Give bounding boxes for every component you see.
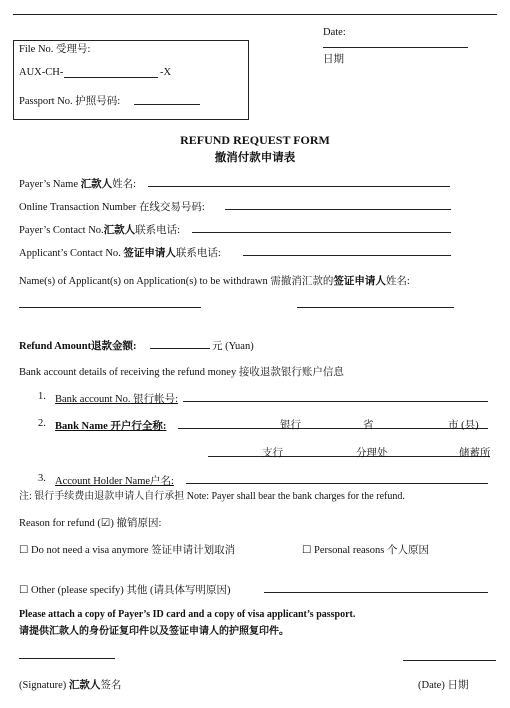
payer-name-cn: 姓名: bbox=[112, 179, 137, 190]
date-label: Date: bbox=[323, 27, 346, 38]
attach-note-en: Please attach a copy of Payer’s ID card and a copy of visa applicant’s passport. bbox=[19, 609, 356, 620]
reason-option-other[interactable]: ☐ Other (please specify) 其他 (请具体写明原因) bbox=[19, 585, 231, 596]
payer-contact-label bbox=[19, 222, 180, 237]
applicant-names-bold: 签证申请人 bbox=[333, 276, 386, 287]
applicant-contact-field[interactable] bbox=[243, 255, 451, 256]
branch-field[interactable] bbox=[208, 456, 490, 457]
city-cn-label: 市 (县) bbox=[448, 420, 479, 431]
applicant-contact-bold: 签证申请人 bbox=[123, 248, 176, 259]
date-field[interactable] bbox=[323, 47, 468, 48]
reason-label: Reason for refund (☑) 撤销原因: bbox=[19, 518, 162, 529]
branch-office-cn-label: 分理处 bbox=[356, 448, 388, 459]
payer-name-label bbox=[19, 176, 136, 191]
applicant-names-cn: 姓名: bbox=[385, 276, 410, 287]
footer-date-field[interactable] bbox=[403, 660, 496, 661]
province-cn-label: 省 bbox=[363, 420, 374, 431]
refund-amount-unit: 元 (Yuan) bbox=[212, 341, 254, 352]
bank-name-field[interactable] bbox=[178, 428, 488, 429]
reason-other-field[interactable] bbox=[264, 592, 488, 593]
item3-number: 3. bbox=[38, 473, 46, 484]
bank-account-field[interactable] bbox=[183, 401, 488, 402]
signature-cn: 签名 bbox=[100, 680, 122, 691]
form-title-cn: 撤消付款申请表 bbox=[214, 152, 296, 164]
passport-no-label: Passport No. 护照号码: bbox=[19, 96, 121, 107]
applicant-names-field-1[interactable] bbox=[19, 307, 201, 308]
signature-en: (Signature) bbox=[19, 680, 69, 691]
bank-account-label: Bank account No. 银行帐号: bbox=[55, 394, 179, 405]
aux-prefix: AUX-CH- bbox=[19, 67, 64, 78]
savings-cn-label: 储蓄所 bbox=[459, 448, 491, 459]
aux-suffix: -X bbox=[160, 67, 172, 78]
form-title-en: REFUND REQUEST FORM bbox=[180, 133, 330, 147]
account-holder-field[interactable] bbox=[186, 483, 488, 484]
branch-cn-label: 支行 bbox=[262, 448, 283, 459]
payer-name-field[interactable] bbox=[148, 186, 450, 187]
signature-bold: 汇款人 bbox=[68, 680, 101, 691]
item2-number: 2. bbox=[38, 418, 46, 429]
refund-amount-label: Refund Amount退款金额: bbox=[19, 341, 137, 352]
item1-number: 1. bbox=[38, 391, 46, 402]
applicant-contact-en: Applicant’s Contact No. bbox=[19, 248, 124, 259]
signature-field[interactable] bbox=[19, 658, 115, 659]
attach-note-cn: 请提供汇款人的身份证复印件以及签证申请人的护照复印件。 bbox=[19, 626, 289, 637]
applicant-contact-label bbox=[19, 245, 221, 260]
payer-contact-en: Payer’s Contact No. bbox=[19, 225, 104, 236]
payer-name-en: Payer’s Name bbox=[19, 179, 81, 190]
applicant-names-field-2[interactable] bbox=[297, 307, 454, 308]
applicant-names-label bbox=[19, 273, 410, 288]
account-holder-label: Account Holder Name户名: bbox=[55, 476, 174, 487]
reason-option-no-visa[interactable]: ☐ Do not need a visa anymore 签证申请计划取消 bbox=[19, 545, 236, 556]
aux-number-field[interactable] bbox=[64, 77, 158, 78]
online-tx-field[interactable] bbox=[225, 209, 451, 210]
date-cn-label: 日期 bbox=[323, 54, 344, 65]
bank-details-label: Bank account details of receiving the refund money 接收退款银行账户信息 bbox=[19, 367, 344, 378]
passport-no-field[interactable] bbox=[134, 104, 200, 105]
refund-amount-field[interactable] bbox=[150, 348, 210, 349]
payer-contact-cn: 联系电话: bbox=[135, 225, 181, 236]
applicant-contact-cn: 联系电话: bbox=[175, 248, 221, 259]
bank-cn-label: 银行 bbox=[280, 420, 301, 431]
reason-option-personal[interactable]: ☐ Personal reasons 个人原因 bbox=[302, 545, 429, 556]
online-tx-label: Online Transaction Number 在线交易号码: bbox=[19, 202, 205, 213]
bank-name-label: Bank Name 开户行全称: bbox=[55, 421, 167, 432]
payer-name-bold: 汇款人 bbox=[80, 179, 113, 190]
signature-label bbox=[19, 677, 121, 692]
applicant-names-en: Name(s) of Applicant(s) on Application(s) to be withdrawn 需撤消汇款的 bbox=[19, 276, 334, 287]
file-no-label: File No. 受理号: bbox=[19, 44, 91, 55]
payer-contact-bold: 汇款人 bbox=[103, 225, 136, 236]
bank-charges-note: 注: 银行手续费由退款申请人自行承担 Note: Payer shall bear the bank charges for the refund. bbox=[19, 491, 405, 502]
top-rule bbox=[13, 14, 497, 15]
payer-contact-field[interactable] bbox=[192, 232, 451, 233]
footer-date-label: (Date) 日期 bbox=[418, 680, 469, 691]
